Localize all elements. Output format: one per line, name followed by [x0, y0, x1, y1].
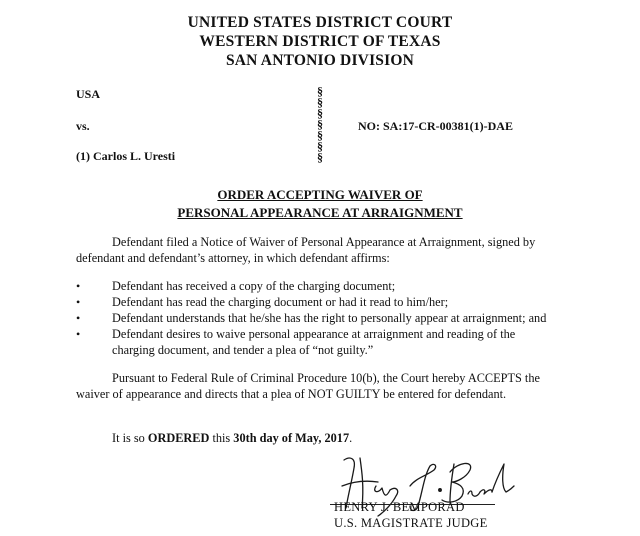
section-symbol: §: [317, 106, 323, 120]
bullet-symbol: •: [76, 327, 81, 341]
list-item: Defendant has received a copy of the charging document;: [112, 279, 396, 293]
order-title-line1: ORDER ACCEPTING WAIVER OF: [217, 187, 423, 202]
section-symbol: §: [317, 150, 323, 164]
order-title-line2: PERSONAL APPEARANCE AT ARRAIGNMENT: [177, 205, 463, 220]
bullet-symbol: •: [76, 279, 81, 293]
closing-suffix: .: [349, 431, 353, 445]
ruling-line2: waiver of appearance and directs that a plea of NOT GUILTY be entered for defendant.: [76, 387, 507, 401]
case-number: NO: SA:17-CR-00381(1)-DAE: [358, 119, 513, 133]
section-symbol: §: [317, 95, 323, 109]
list-item-continuation: charging document, and tender a plea of “not guilty.”: [112, 343, 374, 357]
defendant-name: (1) Carlos L. Uresti: [76, 149, 176, 163]
district-name: WESTERN DISTRICT OF TEXAS: [199, 33, 441, 50]
section-symbol: §: [317, 139, 323, 153]
intro-line2: defendant and defendant’s attorney, in which defendant affirms:: [76, 251, 390, 265]
versus-label: vs.: [76, 119, 90, 133]
order-date: 30th day of May, 2017: [233, 431, 350, 445]
section-symbol: §: [317, 117, 323, 131]
bullet-symbol: •: [76, 311, 81, 325]
list-item: Defendant understands that he/she has the right to personally appear at arraignment; and: [112, 311, 547, 325]
plaintiff-name: USA: [76, 87, 101, 101]
list-item: Defendant desires to waive personal appearance at arraignment and reading of the: [112, 327, 516, 341]
closing-prefix: It is so: [112, 431, 148, 445]
court-name: UNITED STATES DISTRICT COURT: [187, 14, 453, 31]
section-symbol: §: [317, 128, 323, 142]
ruling-line1: Pursuant to Federal Rule of Criminal Procedure 10(b), the Court hereby ACCEPTS the: [112, 371, 540, 385]
section-symbol: §: [317, 84, 323, 98]
division-name: SAN ANTONIO DIVISION: [225, 52, 415, 69]
closing-line: [112, 430, 352, 446]
list-item: Defendant has read the charging document or had it read to him/her;: [112, 295, 449, 309]
bullet-symbol: •: [76, 295, 81, 309]
closing-middle: this: [209, 431, 234, 445]
ordered-word: ORDERED: [147, 431, 210, 445]
intro-line1: Defendant filed a Notice of Waiver of Personal Appearance at Arraignment, signed by: [112, 235, 536, 249]
judge-title: U.S. MAGISTRATE JUDGE: [334, 516, 488, 530]
judge-name: HENRY J. BEMPORAD: [334, 500, 465, 514]
